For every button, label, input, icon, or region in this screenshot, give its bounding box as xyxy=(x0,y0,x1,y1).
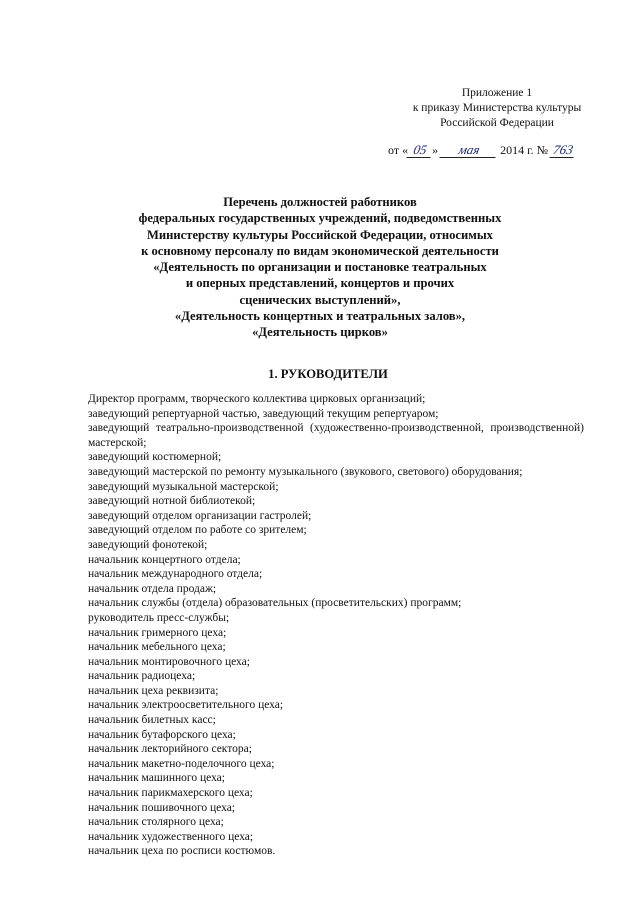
list-item: начальник мебельного цеха; xyxy=(88,641,226,654)
list-item: заведующий отделом организации гастролей; xyxy=(88,509,312,522)
order-year-label: 2014 г. № xyxy=(500,143,549,157)
list-item: начальник отдела продаж; xyxy=(88,582,217,595)
list-item: начальник цеха реквизита; xyxy=(88,684,219,697)
title-line: сценических выступлений», xyxy=(239,292,401,307)
list-item: начальник билетных касс; xyxy=(88,714,216,727)
list-item: заведующий репертуарной частью, заведующий текущим репертуаром; xyxy=(88,407,439,420)
title-line: к основному персоналу по видам экономической деятельности xyxy=(141,243,499,258)
order-number-handwritten: 763 xyxy=(550,143,577,158)
list-item: начальник цеха по росписи костюмов. xyxy=(88,845,276,858)
section-heading: 1. РУКОВОДИТЕЛИ xyxy=(268,367,388,381)
list-item: начальник лекторийного сектора; xyxy=(88,743,252,756)
list-item: начальник радиоцеха; xyxy=(88,670,196,683)
list-item: начальник службы (отдела) образовательных (просветительских) программ; xyxy=(88,597,462,610)
title-line: «Деятельность цирков» xyxy=(252,325,388,340)
positions-list xyxy=(88,392,584,859)
list-item: заведующий музыкальной мастерской; xyxy=(88,480,279,493)
appendix-line: Российской Федерации xyxy=(440,117,554,129)
list-item: заведующий отделом по работе со зрителем; xyxy=(88,524,307,537)
appendix-line: Приложение 1 xyxy=(461,87,533,99)
list-item: начальник парикмахерского цеха; xyxy=(88,787,253,800)
title-line: Перечень должностей работников xyxy=(223,195,417,209)
list-item: начальник машинного цеха; xyxy=(88,772,225,785)
list-item: начальник художественного цеха; xyxy=(88,830,254,843)
title-line: и оперных представлений, концертов и прочих xyxy=(185,276,455,291)
list-item: заведующий костюмерной; xyxy=(88,451,222,464)
order-reference xyxy=(388,143,575,158)
list-item: заведующий нотной библиотекой; xyxy=(88,495,256,508)
order-month-handwritten: мая xyxy=(439,143,498,158)
list-item: начальник столярного цеха; xyxy=(88,816,224,829)
list-item: начальник макетно-поделочного цеха; xyxy=(88,757,275,770)
title-line: Министерству культуры Российской Федерации, относимых xyxy=(147,227,493,242)
list-item: начальник международного отдела; xyxy=(88,568,263,581)
order-prefix: от « xyxy=(388,143,409,157)
list-item: начальник концертного отдела; xyxy=(88,553,241,566)
title-line: федеральных государственных учреждений, подведомственных xyxy=(138,211,502,226)
document-title xyxy=(80,194,560,341)
list-item: начальник гримерного цеха; xyxy=(88,626,227,639)
list-item: начальник электроосветительного цеха; xyxy=(88,699,284,712)
list-item: начальник пошивочного цеха; xyxy=(88,801,236,814)
list-item: заведующий мастерской по ремонту музыкального (звукового, светового) оборудования; xyxy=(88,465,523,478)
title-line: «Деятельность концертных и театральных залов», xyxy=(174,309,466,324)
list-item: руководитель пресс-службы; xyxy=(88,611,230,624)
list-item: начальник бутафорского цеха; xyxy=(88,728,236,741)
list-item: Директор программ, творческого коллектива цирковых организаций; xyxy=(88,393,426,405)
appendix-line: к приказу Министерства культуры xyxy=(412,102,582,114)
list-item: начальник монтировочного цеха; xyxy=(88,655,250,668)
appendix-header xyxy=(392,86,602,131)
list-item: заведующий театрально-производственной (художественно-производственной, производственной) мастерской; xyxy=(88,422,584,449)
list-item: заведующий фонотекой; xyxy=(88,538,208,551)
title-line: «Деятельность по организации и постановке театральных xyxy=(153,260,487,275)
order-day-handwritten: 05 xyxy=(406,143,433,158)
order-quote-close: » xyxy=(432,143,439,157)
